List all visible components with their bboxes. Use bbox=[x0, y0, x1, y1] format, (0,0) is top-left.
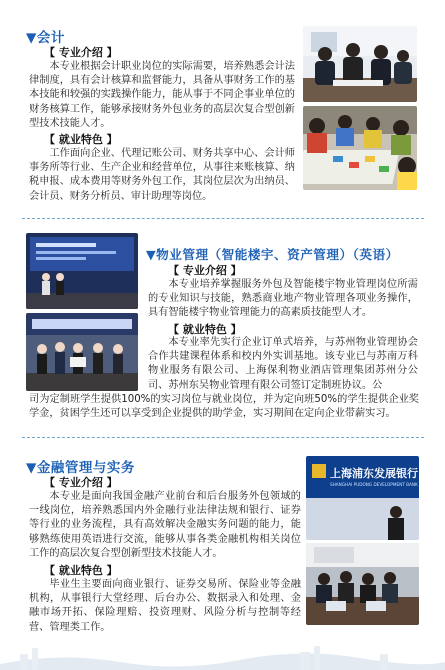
accounting-photo-meeting bbox=[303, 26, 417, 102]
bottom-skyline-decoration bbox=[0, 638, 445, 670]
feature-tag-property: 【 就业特色 】 bbox=[168, 323, 242, 336]
section-divider-1 bbox=[22, 218, 424, 219]
intro-text-property: 本专业培养掌握服务外包及智能楼宇物业管理岗位所需的专业知识与技能，熟悉商业地产物业管理各项业务操作，具有智能楼宇物业管理能力的高素质技能型人才。 bbox=[148, 279, 418, 319]
section-title-accounting: ▼会计 bbox=[26, 30, 65, 46]
property-photo-stage bbox=[26, 233, 138, 309]
intro-tag-finance: 【 专业介绍 】 bbox=[44, 476, 118, 489]
property-photo-award bbox=[26, 313, 138, 391]
intro-text-accounting: 本专业根据会计职业岗位的实际需要，培养熟悉会计法律制度，具有会计核算和监督能力，具备从事财务工作的基本技能和较强的实践操作能力，能从事于不同企事业单位的财务核算工作，能够承接财务外包业务的高层次复合型创新型技术技能人才。 bbox=[29, 61, 295, 129]
accounting-photo-training bbox=[303, 106, 417, 190]
bank-sign-english: SHANGHAI PUDONG DEVELOPMENT BANK bbox=[330, 482, 418, 487]
intro-text-finance: 本专业是面向我国金融产业前台和后台服务外包领域的一线岗位，培养熟悉国内外金融行业法律法规和银行、证券等行业的业务流程，具有高效解决金融实务问题的能力，能够熟练使用英语进行交流，能够从事各类金融机构相关岗位工作的高层次复合型创新型技术技能人才。 bbox=[29, 491, 301, 559]
feature-tag-accounting: 【 就业特色 】 bbox=[44, 133, 118, 146]
finance-photo-classroom bbox=[306, 543, 419, 625]
section-title-finance: ▼金融管理与实务 bbox=[26, 460, 135, 476]
section-divider-2 bbox=[22, 437, 424, 438]
intro-tag-accounting: 【 专业介绍 】 bbox=[44, 46, 118, 59]
feature-tag-finance: 【 就业特色 】 bbox=[44, 564, 118, 577]
feature-text-property-b: 司为定制班学生提供100%的实习岗位与就业岗位，并为定向班50%的学生提供企业奖学金，贫困学生还可以享受到企业提供的助学金，实习期间在定向企业带薪实习。 bbox=[29, 394, 419, 420]
feature-text-finance: 毕业生主要面向商业银行、证券交易所、保险业等金融机构，从事银行大堂经理、后台办公、数据录入和处理、金融市场开拓、保险理赔、投资理财、风险分析与控制等经营、管理类工作。 bbox=[29, 579, 301, 633]
feature-text-accounting: 工作面向企业、代理记账公司、财务共享中心、会计师事务所等行业、生产企业和经营单位，从事往来账核算、纳税申报、成本费用等财务外包工作，其岗位层次为出纳员、会计员、财务分析员、审计助理等岗位。 bbox=[29, 148, 295, 202]
section-title-property: ▼物业管理（智能楼宇、资产管理）（英语） bbox=[146, 247, 399, 262]
bank-sign-text: 上海浦东发展银行 bbox=[330, 467, 418, 480]
intro-tag-property: 【 专业介绍 】 bbox=[168, 264, 242, 277]
feature-text-property-a: 本专业率先实行企业订单式培养，与苏州物业管理协会合作共建课程体系和校内外实训基地。该专业已与苏南万科物业服务有限公司、上海保利物业酒店管理集团苏州分公司、苏州东吴物业管理有限公司签订定制班协议。公 bbox=[148, 337, 418, 391]
finance-photo-bank bbox=[306, 456, 419, 540]
